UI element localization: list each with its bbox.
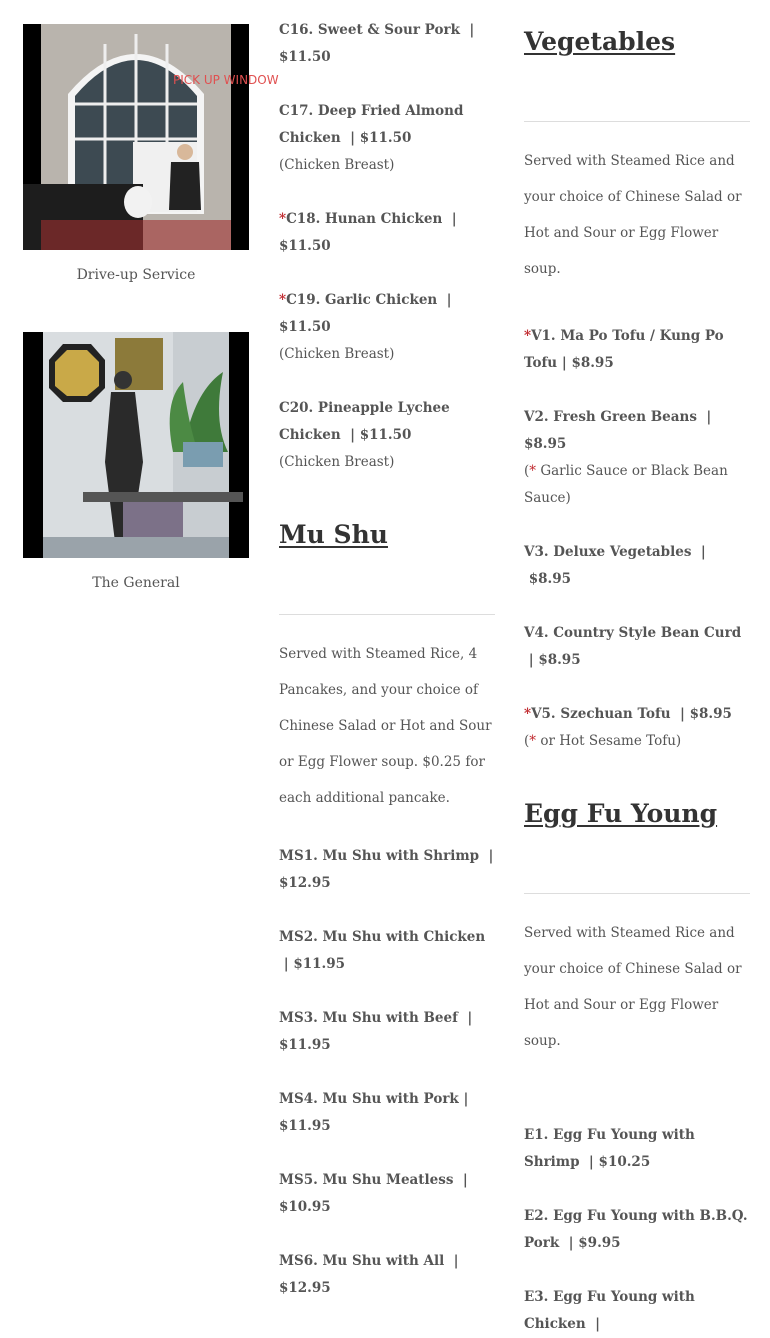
item-price: $8.95 <box>571 355 614 371</box>
egg-fu-young-heading: Egg Fu Young <box>524 799 718 828</box>
item-price: $11.50 <box>279 238 331 254</box>
item-price: $11.95 <box>279 1037 331 1053</box>
spicy-star-icon: * <box>524 706 532 722</box>
item-name: C18. Hunan Chicken <box>286 211 443 227</box>
item-price: $11.95 <box>293 956 345 972</box>
menu-item-ms3: MS3. Mu Shu with Beef | $11.95 <box>279 1010 473 1053</box>
item-price: $11.50 <box>279 49 331 65</box>
item-note: (* or Hot Sesame Tofu) <box>524 733 682 749</box>
menu-item-v4: V4. Country Style Bean Curd | $8.95 <box>524 625 742 668</box>
item-price: $12.95 <box>279 875 331 891</box>
item-name: V3. Deluxe Vegetables <box>524 544 692 560</box>
item-name: V2. Fresh Green Beans <box>524 409 697 425</box>
menu-item-v5: *V5. Szechuan Tofu | $8.95 <box>524 706 732 722</box>
menu-item-ms6: MS6. Mu Shu with All | $12.95 <box>279 1253 459 1296</box>
item-note: (Chicken Breast) <box>279 157 395 173</box>
menu-item-c16: C16. Sweet & Sour Pork | $11.50 <box>279 22 475 65</box>
item-name: C17. Deep Fried Almond Chicken <box>279 103 464 146</box>
item-price: $8.95 <box>538 652 581 668</box>
menu-column-right <box>524 25 750 1338</box>
photo-column <box>23 0 279 591</box>
menu-item-v3: V3. Deluxe Vegetables | $8.95 <box>524 544 706 587</box>
item-name: C19. Garlic Chicken <box>286 292 438 308</box>
spicy-star-icon: * <box>279 292 287 308</box>
menu-item-e1: E1. Egg Fu Young with Shrimp | $10.25 <box>524 1127 695 1170</box>
item-name: E1. Egg Fu Young with Shrimp <box>524 1127 695 1170</box>
menu-item-e3: E3. Egg Fu Young with Chicken | <box>524 1289 695 1332</box>
item-name: MS3. Mu Shu with Beef <box>279 1010 458 1026</box>
item-name: E2. Egg Fu Young with B.B.Q. Pork <box>524 1208 748 1251</box>
the-general-photo <box>23 332 249 558</box>
item-note: (Chicken Breast) <box>279 346 395 362</box>
menu-item-c17: C17. Deep Fried Almond Chicken | $11.50 <box>279 103 464 146</box>
menu-item-c20: C20. Pineapple Lychee Chicken | $11.50 <box>279 400 450 443</box>
item-price: $8.95 <box>524 436 567 452</box>
menu-item-v1: *V1. Ma Po Tofu / Kung Po Tofu | $8.95 <box>524 328 724 371</box>
item-name: V5. Szechuan Tofu <box>531 706 671 722</box>
item-price: $10.95 <box>279 1199 331 1215</box>
item-name: C20. Pineapple Lychee Chicken <box>279 400 450 443</box>
item-name: MS1. Mu Shu with Shrimp <box>279 848 480 864</box>
item-price: $10.25 <box>598 1154 651 1170</box>
menu-item-e2: E2. Egg Fu Young with B.B.Q. Pork | $9.95 <box>524 1208 748 1251</box>
item-price: $11.50 <box>359 130 412 146</box>
item-note: (Chicken Breast) <box>279 454 395 470</box>
spicy-star-icon: * <box>524 328 532 344</box>
item-note: (* Garlic Sauce or Black Bean Sauce) <box>524 463 728 506</box>
drive-up-illustration <box>23 24 279 250</box>
item-price: $8.95 <box>689 706 732 722</box>
item-name: MS6. Mu Shu with All <box>279 1253 445 1269</box>
spicy-star-icon: * <box>529 463 537 479</box>
menu-item-ms4: MS4. Mu Shu with Pork | $11.95 <box>279 1091 469 1134</box>
egg-fu-young-description: Served with Steamed Rice and your choice of Chinese Salad or Hot and Sour or Egg Flower soup. <box>524 925 742 1049</box>
menu-item-ms2: MS2. Mu Shu with Chicken | $11.95 <box>279 929 486 972</box>
item-price: $9.95 <box>578 1235 621 1251</box>
item-name: MS4. Mu Shu with Pork <box>279 1091 459 1107</box>
item-name: V4. Country Style Bean Curd <box>524 625 742 641</box>
drive-up-photo <box>23 24 279 250</box>
vegetables-heading: Vegetables <box>524 27 676 56</box>
item-price: $11.95 <box>279 1118 331 1134</box>
pickup-sign-text: PICK UP WINDOW <box>173 73 279 87</box>
item-name: E3. Egg Fu Young with Chicken <box>524 1289 695 1332</box>
item-name: C16. Sweet & Sour Pork <box>279 22 460 38</box>
the-general-illustration <box>23 332 249 558</box>
menu-item-v2: V2. Fresh Green Beans | $8.95 <box>524 409 712 452</box>
spicy-star-icon: * <box>279 211 287 227</box>
item-price: $11.50 <box>359 427 412 443</box>
mushu-description: Served with Steamed Rice, 4 Pancakes, and your choice of Chinese Salad or Hot and Sour or Egg Flower soup. $0.25 for each additional pancake. <box>279 646 492 806</box>
menu-column-middle <box>279 17 495 1302</box>
item-name: MS5. Mu Shu Meatless <box>279 1172 454 1188</box>
menu-item-ms1: MS1. Mu Shu with Shrimp | $12.95 <box>279 848 494 891</box>
drive-up-caption: Drive-up Service <box>76 267 196 283</box>
menu-item-c18: *C18. Hunan Chicken | $11.50 <box>279 211 457 254</box>
item-price: $8.95 <box>528 571 571 587</box>
item-name: MS2. Mu Shu with Chicken <box>279 929 486 945</box>
vegetables-description: Served with Steamed Rice and your choice of Chinese Salad or Hot and Sour or Egg Flower soup. <box>524 153 742 277</box>
spicy-star-icon: * <box>529 733 537 749</box>
item-name: V1. Ma Po Tofu / Kung Po Tofu <box>524 328 724 371</box>
item-price: $11.50 <box>279 319 331 335</box>
mushu-heading: Mu Shu <box>279 520 388 549</box>
menu-item-ms5: MS5. Mu Shu Meatless | $10.95 <box>279 1172 468 1215</box>
menu-item-c19: *C19. Garlic Chicken | $11.50 <box>279 292 452 335</box>
item-price: $12.95 <box>279 1280 331 1296</box>
the-general-caption: The General <box>92 575 180 591</box>
